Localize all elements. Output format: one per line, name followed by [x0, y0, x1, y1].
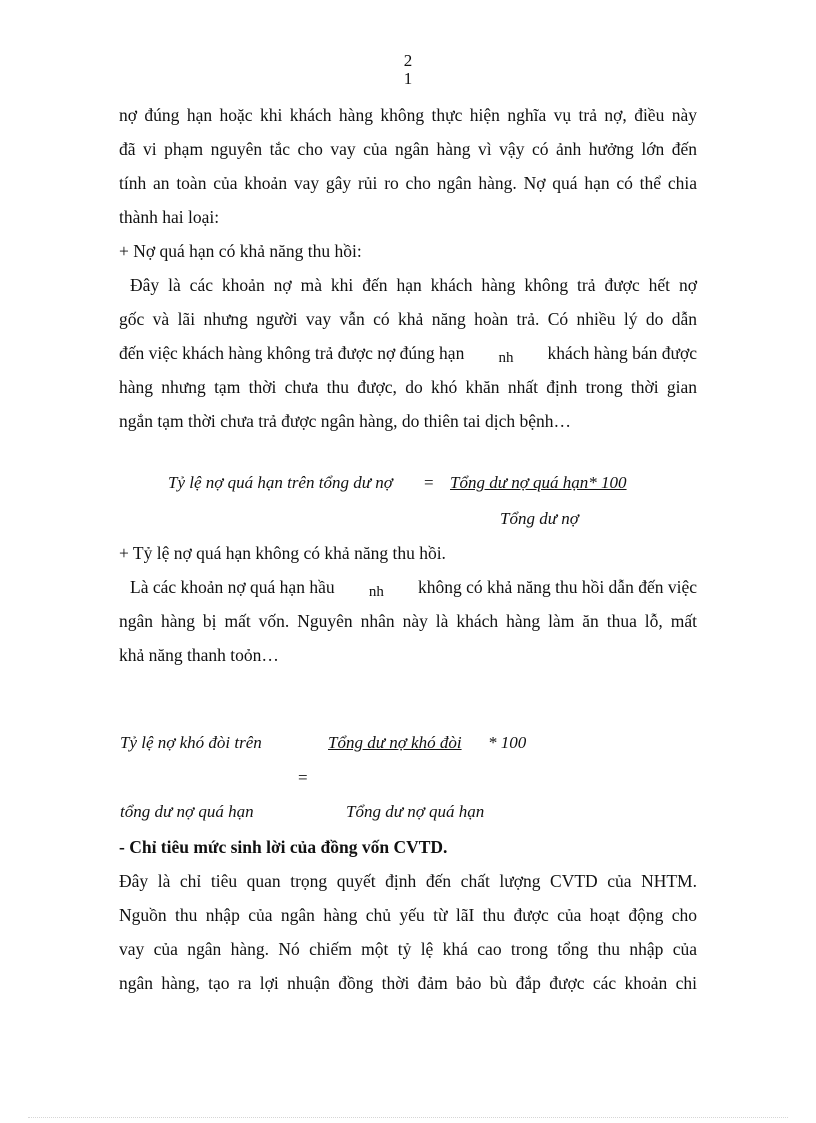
paragraph-line: Đây là các khoản nợ mà khi đến hạn khách hàng không trả được hết nợ — [130, 275, 697, 295]
formula1-numerator: Tổng dư nợ quá hạn* 100 — [450, 473, 627, 492]
formula2-denominator: Tổng dư nợ quá hạn — [346, 802, 485, 821]
paragraph-line: tính an toàn của khoản vay gây rủi ro cho ngân hàng. Nợ quá hạn có thể chia — [119, 173, 697, 193]
text-run: đến việc khách hàng không trả được nợ đúng hạn — [119, 343, 465, 363]
subscript: nh — [368, 584, 384, 600]
bullet-heading: + Nợ quá hạn có khả năng thu hồi: — [119, 241, 362, 261]
paragraph-line: ngân hàng, tạo ra lợi nhuận đồng thời đảm bảo bù đắp được các khoản chi — [119, 973, 697, 993]
paragraph-line: Nguồn thu nhập của ngân hàng chủ yếu từ lãI thu được của hoạt động cho — [119, 905, 697, 925]
formula2-multiplier: * 100 — [488, 733, 527, 752]
paragraph-line: vay của ngân hàng. Nó chiếm một tỷ lệ khá cao trong tổng thu nhập của — [119, 939, 697, 959]
paragraph-line: gốc và lãi nhưng người vay vẫn có khả năng hoàn trả. Có nhiều lý do dẫn — [119, 309, 697, 329]
page-number-top: 2 — [403, 51, 413, 70]
paragraph-line: khả năng thanh toỏn… — [119, 645, 279, 665]
formula2-equals: = — [298, 768, 308, 787]
paragraph-line — [119, 342, 697, 364]
paragraph-line: nợ đúng hạn hoặc khi khách hàng không thực hiện nghĩa vụ trả nợ, điều này — [119, 105, 697, 125]
paragraph-line: đã vi phạm nguyên tắc cho vay của ngân hàng vì vậy có ảnh hưởng lớn đến — [119, 139, 697, 159]
footer-divider — [28, 1117, 788, 1118]
paragraph-line: Đây là chỉ tiêu quan trọng quyết định đến chất lượng CVTD của NHTM. — [119, 871, 697, 891]
formula2-numerator: Tổng dư nợ khó đòi — [328, 733, 462, 752]
formula1-equals: = — [424, 473, 434, 492]
paragraph-line: ngân hàng bị mất vốn. Nguyên nhân này là khách hàng làm ăn thua lỗ, mất — [119, 611, 697, 631]
paragraph-line: ngắn tạm thời chưa trả được ngân hàng, do thiên tai dịch bệnh… — [119, 411, 572, 431]
text-run: không có khả năng thu hồi dẫn đến việc — [418, 577, 697, 597]
formula1-denominator: Tổng dư nợ — [500, 509, 579, 528]
formula2-lhs-bottom: tổng dư nợ quá hạn — [120, 802, 254, 821]
text-run: Là các khoản nợ quá hạn hầu — [130, 577, 335, 597]
section-heading: - Chỉ tiêu mức sinh lời của đồng vốn CVTD. — [119, 837, 448, 857]
paragraph-line: hàng nhưng tạm thời chưa thu được, do khó khăn nhất định trong thời gian — [119, 377, 697, 397]
page-number-bottom: 1 — [403, 69, 413, 88]
paragraph-line — [130, 576, 697, 598]
bullet-heading: + Tỷ lệ nợ quá hạn không có khả năng thu hồi. — [119, 543, 446, 563]
text-run: khách hàng bán được — [547, 343, 697, 363]
formula2-lhs-top: Tỷ lệ nợ khó đòi trên — [120, 733, 262, 752]
formula1-lhs: Tỷ lệ nợ quá hạn trên tổng dư nợ — [168, 473, 393, 492]
paragraph-line: thành hai loại: — [119, 207, 220, 227]
subscript: nh — [498, 350, 514, 366]
